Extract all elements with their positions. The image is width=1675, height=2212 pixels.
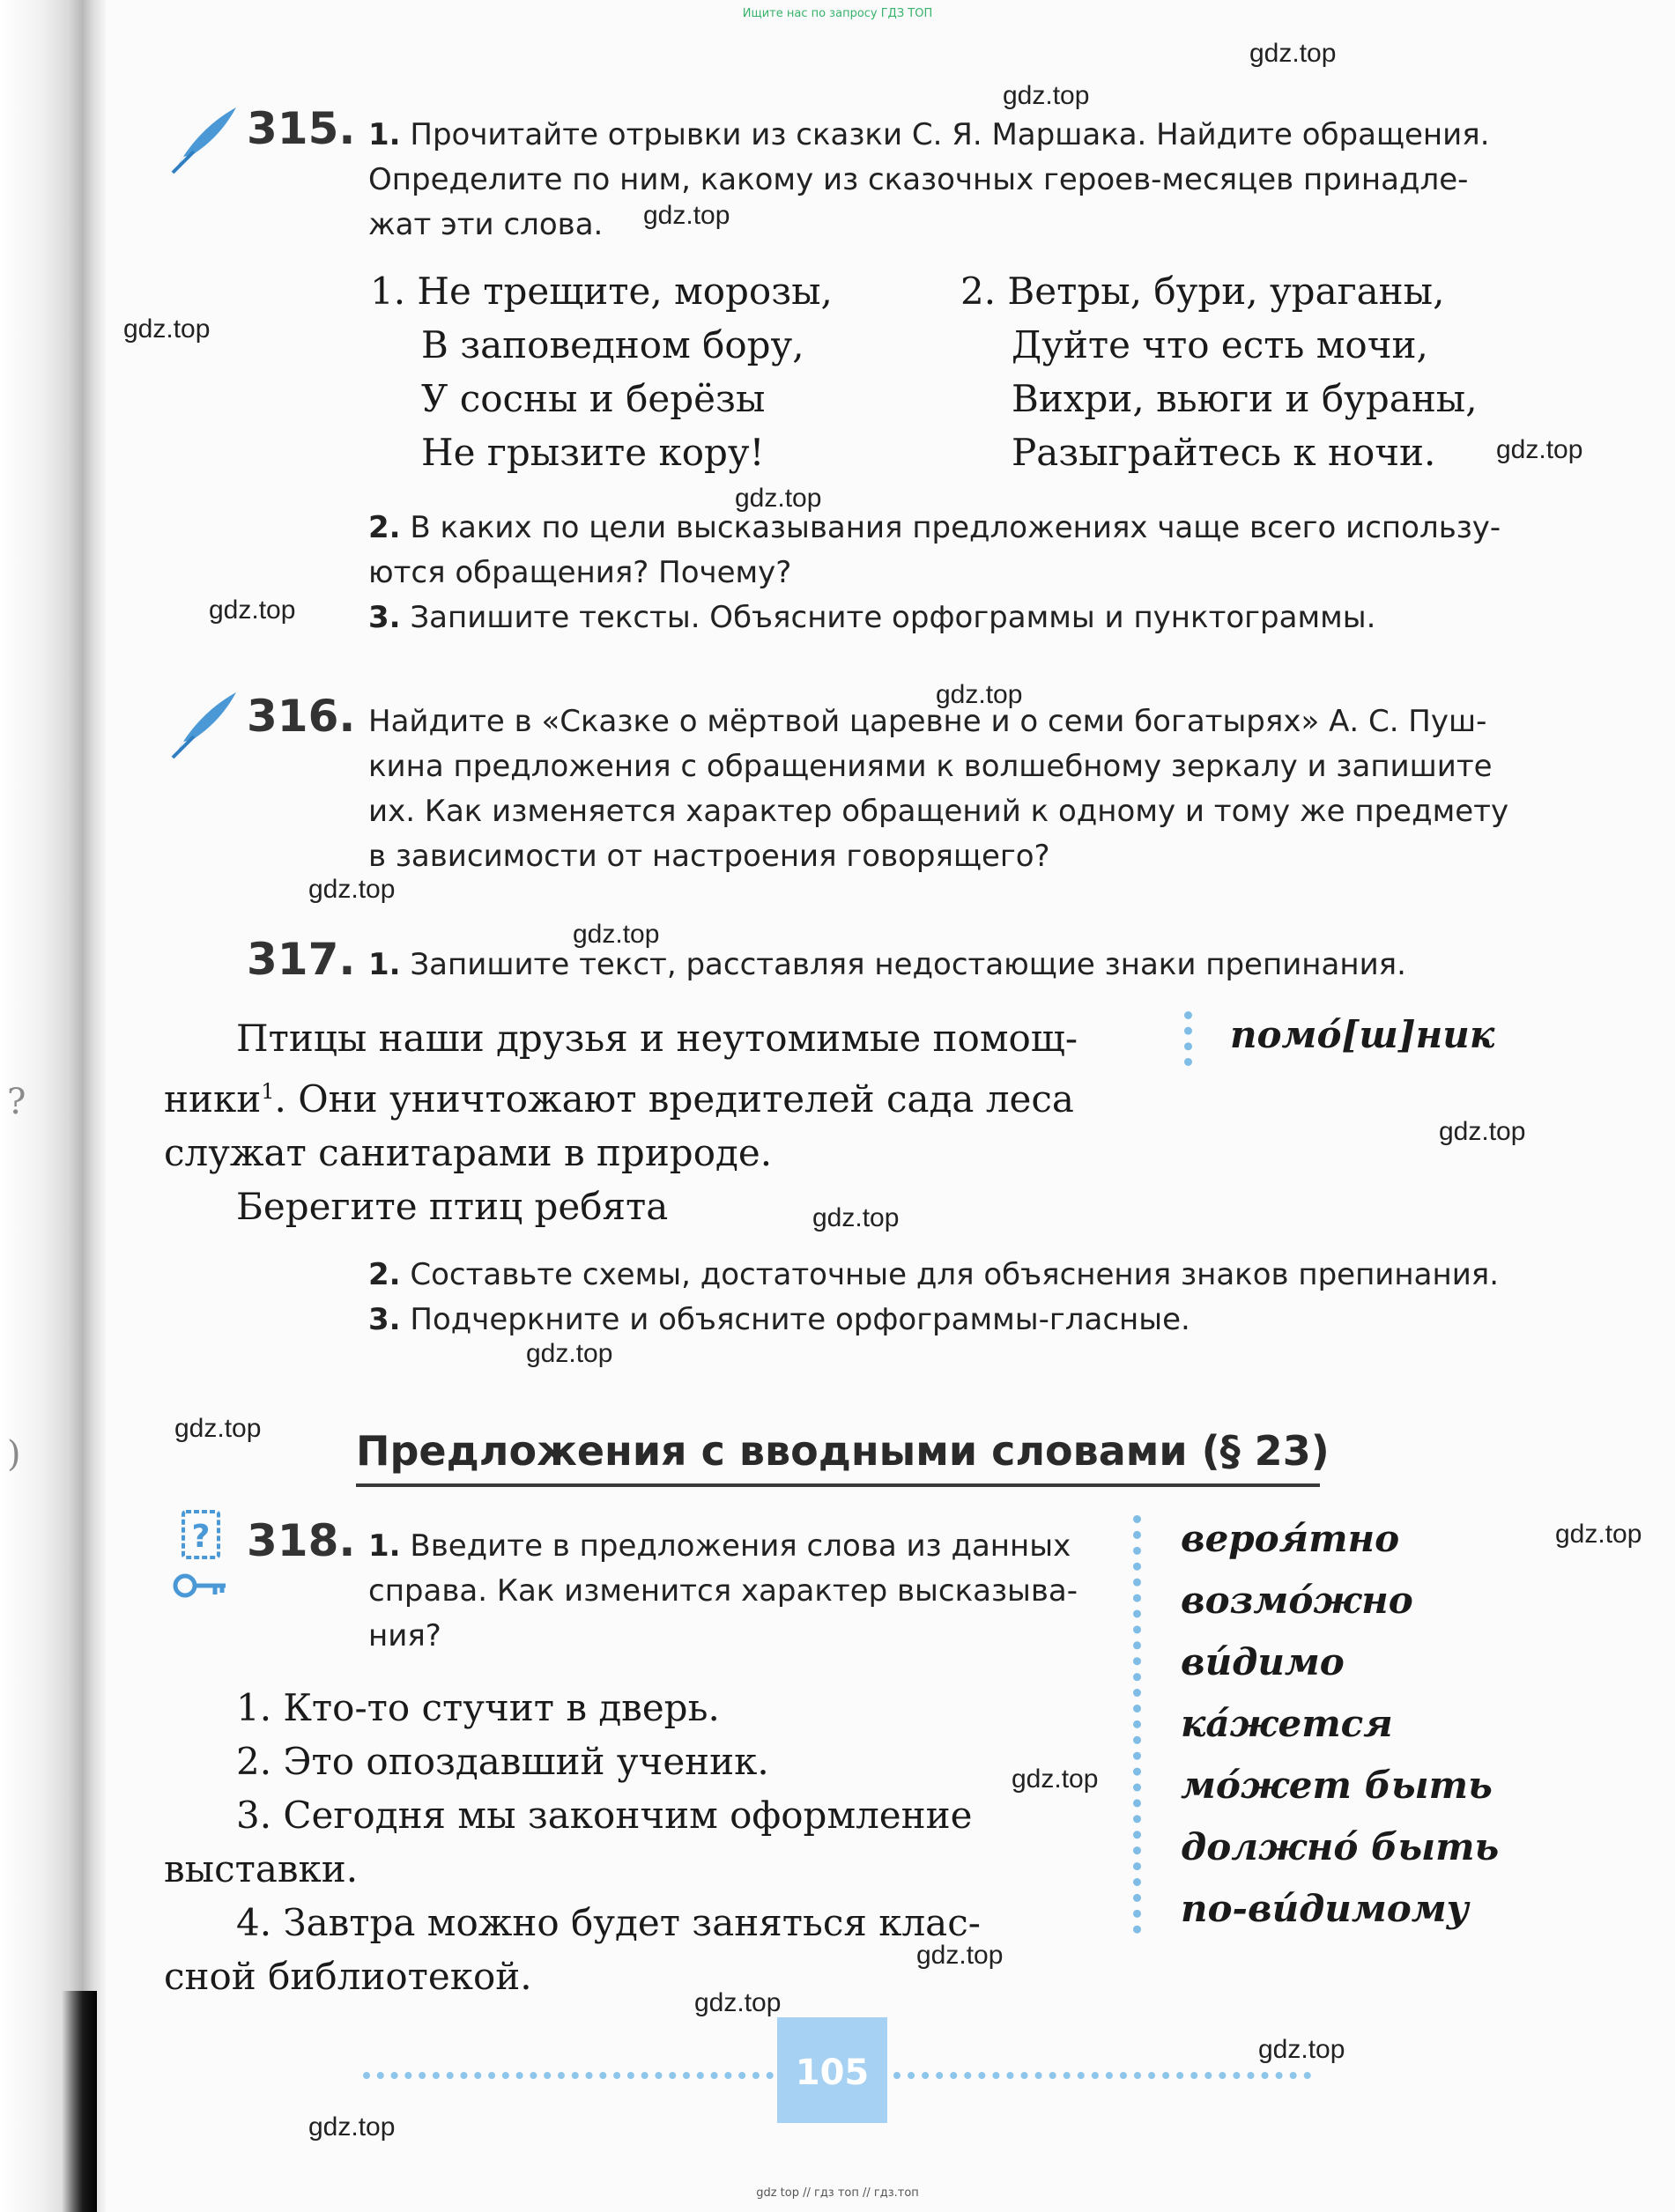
introductory-word: по-ви́димому <box>1181 1887 1469 1930</box>
spelling-word: помо́[ш]ник <box>1230 1013 1495 1056</box>
exercise-number: 317. <box>247 934 356 985</box>
watermark: gdz.top <box>936 680 1023 709</box>
task-text: в зависимости от настроения говорящего? <box>368 839 1050 874</box>
sentence: 4. Завтра можно будет заняться клас- <box>236 1901 981 1944</box>
page-dotted-rule <box>363 2072 774 2079</box>
watermark: gdz.top <box>1012 1764 1099 1794</box>
poem-line: В заповедном бору, <box>421 323 804 366</box>
task-text: Запишите тексты. Объясните орфограммы и пунктограммы. <box>400 600 1376 635</box>
watermark: gdz.top <box>735 484 822 513</box>
quill-icon <box>167 689 240 759</box>
top-banner: Ищите нас по запросу ГДЗ ТОП <box>742 7 933 20</box>
bleed-mark: ? <box>7 1082 26 1122</box>
watermark: gdz.top <box>694 1988 782 2017</box>
watermark: gdz.top <box>308 875 396 904</box>
introductory-word: мо́жет быть <box>1181 1764 1493 1807</box>
question-key-icon <box>171 1508 233 1605</box>
task-text: жат эти слова. <box>368 207 604 242</box>
introductory-word: ка́жется <box>1181 1702 1393 1745</box>
exercise-number: 315. <box>247 103 356 154</box>
watermark: gdz.top <box>916 1941 1004 1970</box>
dotted-separator <box>1184 1011 1192 1066</box>
exercise-number: 316. <box>247 691 356 742</box>
watermark: gdz.top <box>1496 435 1583 464</box>
task-number: 3. <box>368 600 401 635</box>
task-text: справа. Как изменится характер высказыва- <box>368 1573 1078 1609</box>
footer-text: gdz top // гдз топ // гдз.топ <box>756 2186 919 2200</box>
introductory-words-list <box>1181 1508 1499 1940</box>
task-number: 3. <box>368 1302 401 1337</box>
bleed-mark: ) <box>7 1434 21 1475</box>
watermark: gdz.top <box>526 1339 613 1368</box>
introductory-word: должно́ быть <box>1181 1825 1500 1868</box>
introductory-word: возмо́жно <box>1181 1579 1413 1622</box>
watermark: gdz.top <box>573 920 660 949</box>
task-number: 1. <box>368 1528 401 1564</box>
task-text: ются обращения? Почему? <box>368 555 792 590</box>
sentence: 3. Сегодня мы закончим оформление <box>236 1794 973 1837</box>
text-line: Птицы наши друзья и неутомимые помощ- <box>236 1017 1078 1060</box>
text-fragment: . Они уничтожают вредителей сада леса <box>274 1077 1074 1121</box>
task-number: 2. <box>368 1257 401 1292</box>
sentence: 2. Это опоздавший ученик. <box>236 1740 769 1783</box>
footnote-marker: 1 <box>261 1079 275 1104</box>
poem <box>370 264 833 479</box>
introductory-word: ви́димо <box>1181 1640 1345 1683</box>
watermark: gdz.top <box>1249 39 1337 68</box>
watermark: gdz.top <box>1003 81 1090 110</box>
exercise-task <box>368 1524 1117 1659</box>
task-text: ния? <box>368 1618 441 1653</box>
poem-line: У сосны и берёзы <box>421 377 766 420</box>
task-text: Прочитайте отрывки из сказки С. Я. Маршака. Найдите обращения. <box>400 117 1490 152</box>
exercise-number: 318. <box>247 1515 356 1566</box>
introductory-word: вероя́тно <box>1181 1517 1400 1560</box>
poem-line: Вихри, вьюги и бураны, <box>1012 377 1478 420</box>
task-number: 1. <box>368 947 401 982</box>
watermark: gdz.top <box>1439 1117 1526 1146</box>
task-number: 2. <box>368 510 401 545</box>
exercise-text <box>164 1011 1168 1233</box>
watermark: gdz.top <box>1555 1520 1642 1549</box>
exercise-task <box>368 1253 1549 1343</box>
task-text: Запишите текст, расставляя недостающие знаки препинания. <box>400 947 1406 982</box>
poem-line: 1. Не трещите, морозы, <box>370 270 833 313</box>
exercise-task <box>368 113 1531 248</box>
exercise-task <box>368 699 1540 879</box>
section-heading: Предложения с вводными словами (§ 23) <box>356 1427 1330 1475</box>
watermark: gdz.top <box>209 596 296 625</box>
svg-text:?: ? <box>191 1519 211 1555</box>
poem-line: 2. Ветры, бури, ураганы, <box>960 270 1445 313</box>
task-text: Составьте схемы, достаточные для объяснения знаков препинания. <box>400 1257 1500 1292</box>
task-text: их. Как изменяется характер обращений к одному и тому же предмету <box>368 794 1509 829</box>
watermark: gdz.top <box>308 2112 396 2142</box>
sentence: 1. Кто-то стучит в дверь. <box>236 1686 720 1729</box>
text-fragment: ники <box>164 1077 262 1121</box>
watermark: gdz.top <box>643 201 730 230</box>
watermark: gdz.top <box>123 314 211 344</box>
watermark: gdz.top <box>1258 2035 1345 2064</box>
watermark: gdz.top <box>812 1203 900 1232</box>
task-text: В каких по цели высказывания предложениях чаще всего использу- <box>400 510 1501 545</box>
sentence: сной библиотекой. <box>164 1955 532 1998</box>
poem-line: Дуйте что есть мочи, <box>1012 323 1428 366</box>
task-number: 1. <box>368 117 401 152</box>
page-dotted-rule <box>893 2072 1311 2079</box>
text-line: Берегите птиц ребята <box>236 1185 669 1228</box>
text-line <box>164 1065 1168 1126</box>
task-text: кина предложения с обращениями к волшебному зеркалу и запишите <box>368 749 1493 784</box>
exercise-task <box>368 943 1531 988</box>
poem-line: Не грызите кору! <box>421 431 765 474</box>
heading-underline <box>356 1483 1320 1487</box>
page-number: 105 <box>795 2053 870 2093</box>
sentence: выставки. <box>164 1847 359 1890</box>
task-text: Подчеркните и объясните орфограммы-гласные. <box>400 1302 1190 1337</box>
poem <box>960 264 1478 479</box>
task-text: Введите в предложения слова из данных <box>400 1528 1071 1564</box>
exercise-task <box>368 506 1531 640</box>
task-text: Определите по ним, какому из сказочных героев-месяцев принадле- <box>368 162 1469 197</box>
dotted-separator <box>1133 1515 1141 1934</box>
text-line: служат санитарами в природе. <box>164 1131 773 1174</box>
poem-line: Разыграйтесь к ночи. <box>1012 431 1436 474</box>
exercise-sentences <box>164 1681 1115 2003</box>
quill-icon <box>167 104 240 174</box>
book-spine-dark-edge <box>62 1991 97 2212</box>
task-text: Найдите в «Сказке о мёртвой царевне и о семи богатырях» А. С. Пуш- <box>368 704 1487 739</box>
watermark: gdz.top <box>174 1414 262 1443</box>
